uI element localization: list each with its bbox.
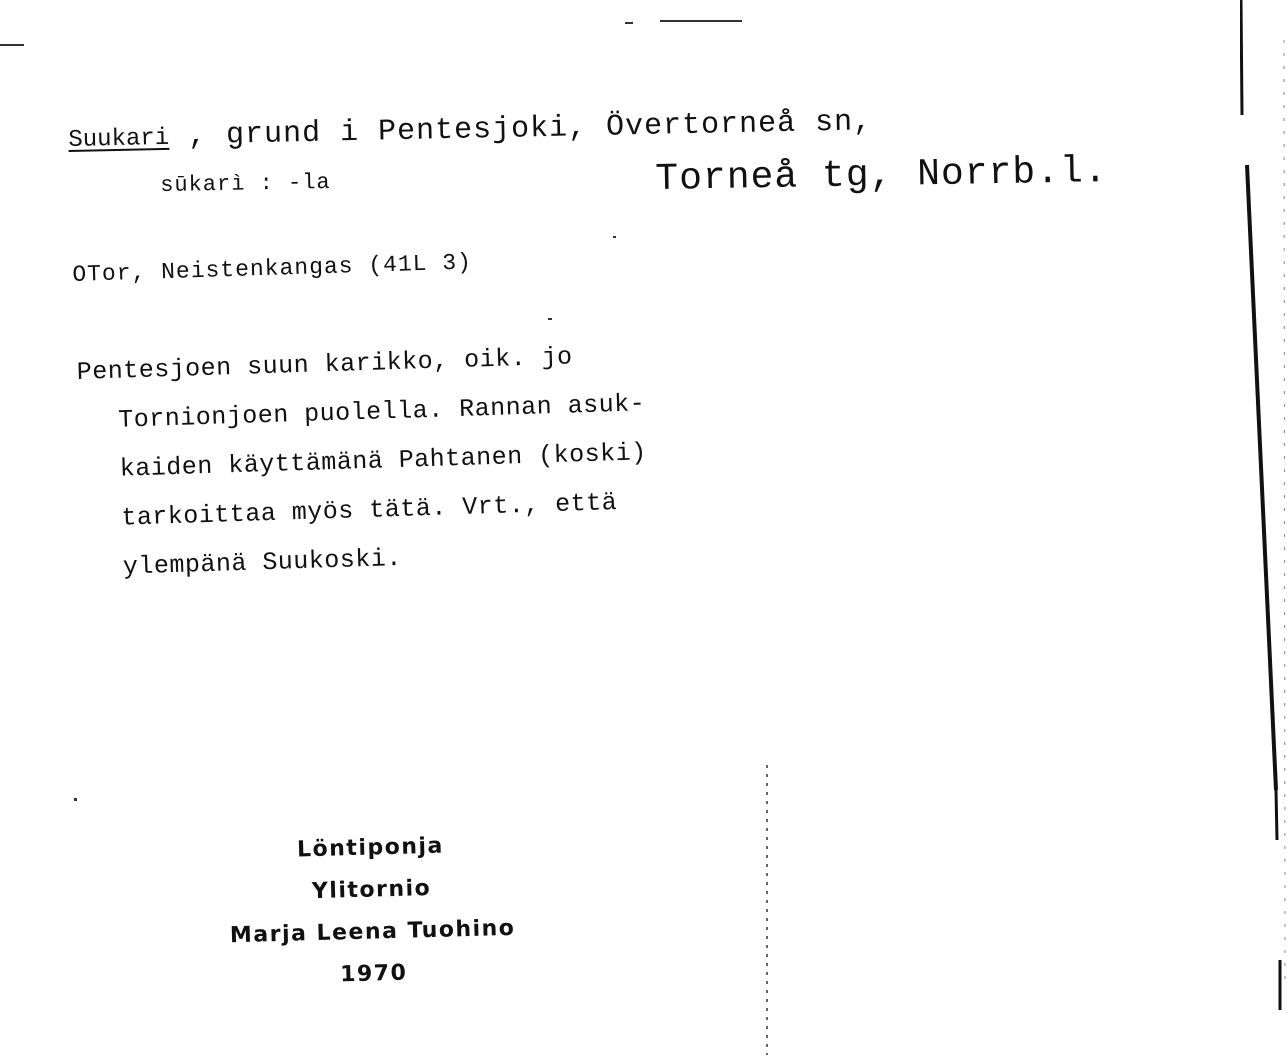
- description-text: [76, 330, 651, 593]
- location-line: OTor, Neistenkangas (41L 3): [72, 249, 473, 288]
- card-edge: [1240, 0, 1287, 1059]
- headword: Suukari: [68, 124, 170, 154]
- fold-line: [766, 765, 768, 1055]
- pronunciation: sūkarì : -la: [160, 170, 331, 198]
- speck: [613, 236, 616, 238]
- heading-district: Torneå tg, Norrb.l.: [655, 150, 1108, 201]
- description-line: Tornionjoen puolella. Rannan asuk-: [117, 389, 646, 435]
- description-line: ylempänä Suukoski.: [122, 543, 403, 582]
- stamp-collector: Marja Leena Tuohino: [229, 915, 516, 949]
- speck: [548, 318, 552, 320]
- stamp-parish: Ylitornio: [311, 875, 432, 905]
- heading-description: , grund i Pentesjoki, Övertorneå sn,: [168, 105, 873, 154]
- description-line: kaiden käyttämänä Pahtanen (koski): [119, 438, 648, 484]
- entry-heading: [68, 105, 872, 156]
- speck: [625, 22, 633, 24]
- stamp-year: 1970: [339, 960, 408, 988]
- scan-mark-left: [0, 44, 24, 46]
- speck: [74, 798, 77, 801]
- description-line: tarkoittaa myös tätä. Vrt., että: [120, 488, 618, 533]
- informant-stamp: [200, 823, 544, 1000]
- stamp-place: Löntiponja: [296, 833, 445, 863]
- description-line: Pentesjoen suun karikko, oik. jo: [76, 342, 574, 387]
- scan-mark-top: [660, 20, 742, 22]
